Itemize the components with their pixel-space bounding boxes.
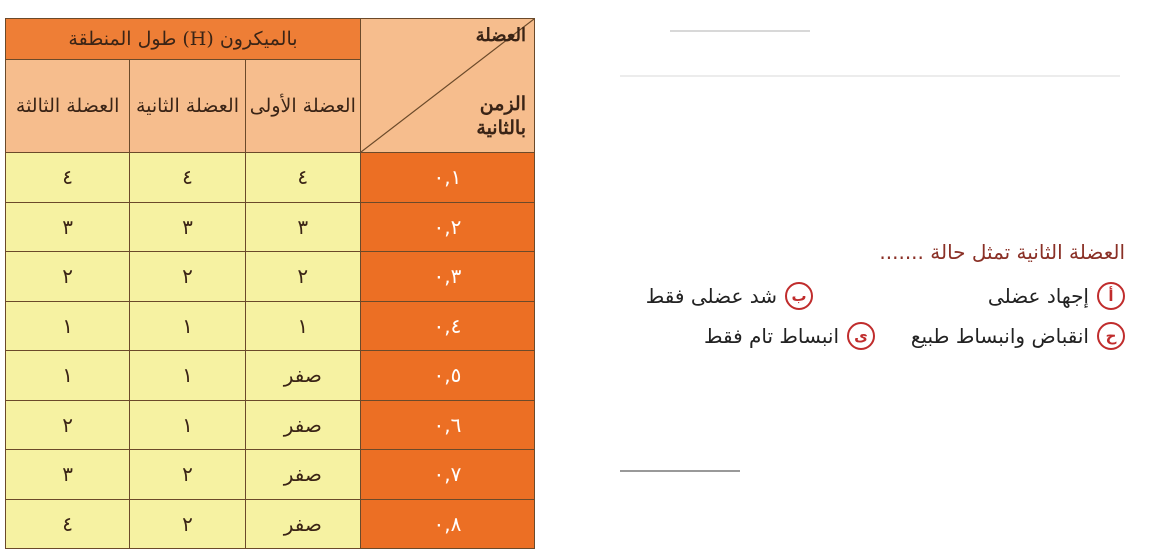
cell-muscle-2: ٢ xyxy=(130,450,245,500)
option-c[interactable] xyxy=(911,322,1125,350)
table-row xyxy=(6,400,535,450)
cell-muscle-1: صفر xyxy=(245,400,360,450)
cell-time: ٠,٤ xyxy=(360,301,534,351)
cell-time: ٠,٨ xyxy=(360,499,534,549)
cell-muscle-1: ٣ xyxy=(245,202,360,252)
cell-muscle-3: ٤ xyxy=(6,499,130,549)
cell-muscle-2: ٢ xyxy=(130,252,245,302)
corner-header xyxy=(360,19,534,153)
cell-muscle-2: ٣ xyxy=(130,202,245,252)
cell-muscle-3: ٤ xyxy=(6,153,130,203)
question-block xyxy=(560,240,1135,362)
cell-time: ٠,٦ xyxy=(360,400,534,450)
cell-muscle-1: صفر xyxy=(245,450,360,500)
cell-muscle-3: ١ xyxy=(6,351,130,401)
table-row xyxy=(6,202,535,252)
muscle-data-table-wrapper xyxy=(5,18,535,546)
header-group-label: طول المنطقة (H) بالميكرون xyxy=(6,19,361,60)
cell-muscle-3: ٢ xyxy=(6,252,130,302)
table-body xyxy=(6,153,535,549)
cell-time: ٠,١ xyxy=(360,153,534,203)
table-row xyxy=(6,450,535,500)
corner-bottom-label: الزمن بالثانية xyxy=(476,93,526,139)
option-b[interactable] xyxy=(646,282,813,310)
faint-divider xyxy=(620,75,1120,77)
table-row xyxy=(6,301,535,351)
option-b-text: شد عضلى فقط xyxy=(645,284,777,308)
cell-muscle-3: ٣ xyxy=(6,202,130,252)
cell-muscle-2: ١ xyxy=(130,351,245,401)
cell-muscle-3: ١ xyxy=(6,301,130,351)
cell-muscle-1: صفر xyxy=(245,499,360,549)
faint-divider xyxy=(620,470,740,472)
table-row xyxy=(6,499,535,549)
option-c-text: انقباض وانبساط طبيع xyxy=(910,324,1089,348)
question-prompt: العضلة الثانية تمثل حالة ....... xyxy=(879,240,1125,264)
table-row xyxy=(6,153,535,203)
option-d-letter-icon: ى xyxy=(847,322,875,350)
cell-muscle-1: ٢ xyxy=(245,252,360,302)
cell-muscle-1: ١ xyxy=(245,301,360,351)
option-a-text: إجهاد عضلى xyxy=(987,284,1089,308)
option-b-letter-icon: ب xyxy=(785,282,813,310)
options-row-1 xyxy=(560,282,1135,322)
cell-muscle-2: ٤ xyxy=(130,153,245,203)
options-row-2 xyxy=(560,322,1135,362)
option-d[interactable] xyxy=(704,322,875,350)
cell-muscle-1: صفر xyxy=(245,351,360,401)
muscle-data-table xyxy=(5,18,535,549)
table-row xyxy=(6,351,535,401)
cell-muscle-3: ٢ xyxy=(6,400,130,450)
option-d-text: انبساط تام فقط xyxy=(703,324,839,348)
col-header-muscle-2: العضلة الثانية xyxy=(130,60,245,153)
cell-muscle-2: ٢ xyxy=(130,499,245,549)
cell-time: ٠,٧ xyxy=(360,450,534,500)
cell-muscle-1: ٤ xyxy=(245,153,360,203)
option-a-letter-icon: أ xyxy=(1097,282,1125,310)
cell-muscle-2: ١ xyxy=(130,400,245,450)
table-row xyxy=(6,252,535,302)
cell-muscle-3: ٣ xyxy=(6,450,130,500)
col-header-muscle-1: العضلة الأولى xyxy=(245,60,360,153)
faint-divider xyxy=(670,30,810,32)
option-a[interactable] xyxy=(988,282,1125,310)
cell-time: ٠,٥ xyxy=(360,351,534,401)
cell-muscle-2: ١ xyxy=(130,301,245,351)
corner-top-label: العضلة xyxy=(475,25,526,46)
cell-time: ٠,٢ xyxy=(360,202,534,252)
cell-time: ٠,٣ xyxy=(360,252,534,302)
option-c-letter-icon: ح xyxy=(1097,322,1125,350)
col-header-muscle-3: العضلة الثالثة xyxy=(6,60,130,153)
